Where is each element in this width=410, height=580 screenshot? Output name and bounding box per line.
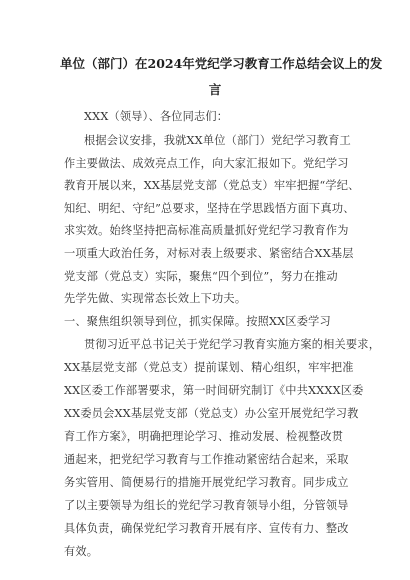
document-title-line-2: 言: [208, 82, 222, 97]
document-title-line-1: 单位（部门）在2024年党纪学习教育工作总结会议上的发: [60, 56, 383, 71]
body-line: 根据会议安排，我就XX单位（部门）党纪学习教育工: [84, 134, 351, 147]
body-line: 具体负责，确保党纪学习教育开展有序、宣传有力、整改: [64, 522, 349, 535]
body-line: 了以主要领导为组长的党纪学习教育领导小组，分管领导: [64, 499, 349, 512]
body-line: 一项重大政治任务，对标对表上级要求、紧密结合XX基层: [64, 247, 354, 260]
body-line: XX基层党支部（党总支）提前谋划、精心组织，牢牢把准: [64, 361, 354, 374]
body-line: 作主要做法、成效亮点工作，向大家汇报如下。党纪学习: [64, 157, 349, 170]
section-heading-line: 贯彻习近平总书记关于党纪学习教育实施方案的相关要求，: [84, 338, 381, 351]
body-line: 求实效。始终坚持把高标准高质量抓好党纪学习教育作为: [64, 224, 349, 237]
body-line: 一、聚焦组织领导到位，抓实保障。按照XX区委学习: [64, 315, 331, 328]
body-line: 知纪、明纪、守纪”总要求，坚持在学思践悟方面下真功、: [64, 202, 355, 215]
body-line: XX区委工作部署要求，第一时间研究制订《中共XXXX区委: [64, 384, 364, 397]
body-line: 党支部（党总支）实际，聚焦“四个到位”，努力在推动: [64, 270, 338, 283]
body-line: 有效。: [64, 545, 99, 558]
body-line: 通起来，把党纪学习教育与工作推动紧密结合起来，采取: [64, 453, 349, 466]
salutation: XXX（领导）、各位同志们：: [84, 110, 229, 123]
body-line: 教育开展以来，XX基层党支部（党总支）牢牢把握“学纪、: [64, 179, 360, 192]
body-line: 先学先做、实现常态长效上下功夫。: [64, 292, 247, 305]
body-line: 务实管用、简便易行的措施开展党纪学习教育。同步成立: [64, 476, 349, 489]
body-line: XX委员会XX基层党支部（党总支）办公室开展党纪学习教: [64, 407, 359, 420]
body-line: 育工作方案》，明确把理论学习、推动发展、检视整改贯: [64, 430, 344, 443]
